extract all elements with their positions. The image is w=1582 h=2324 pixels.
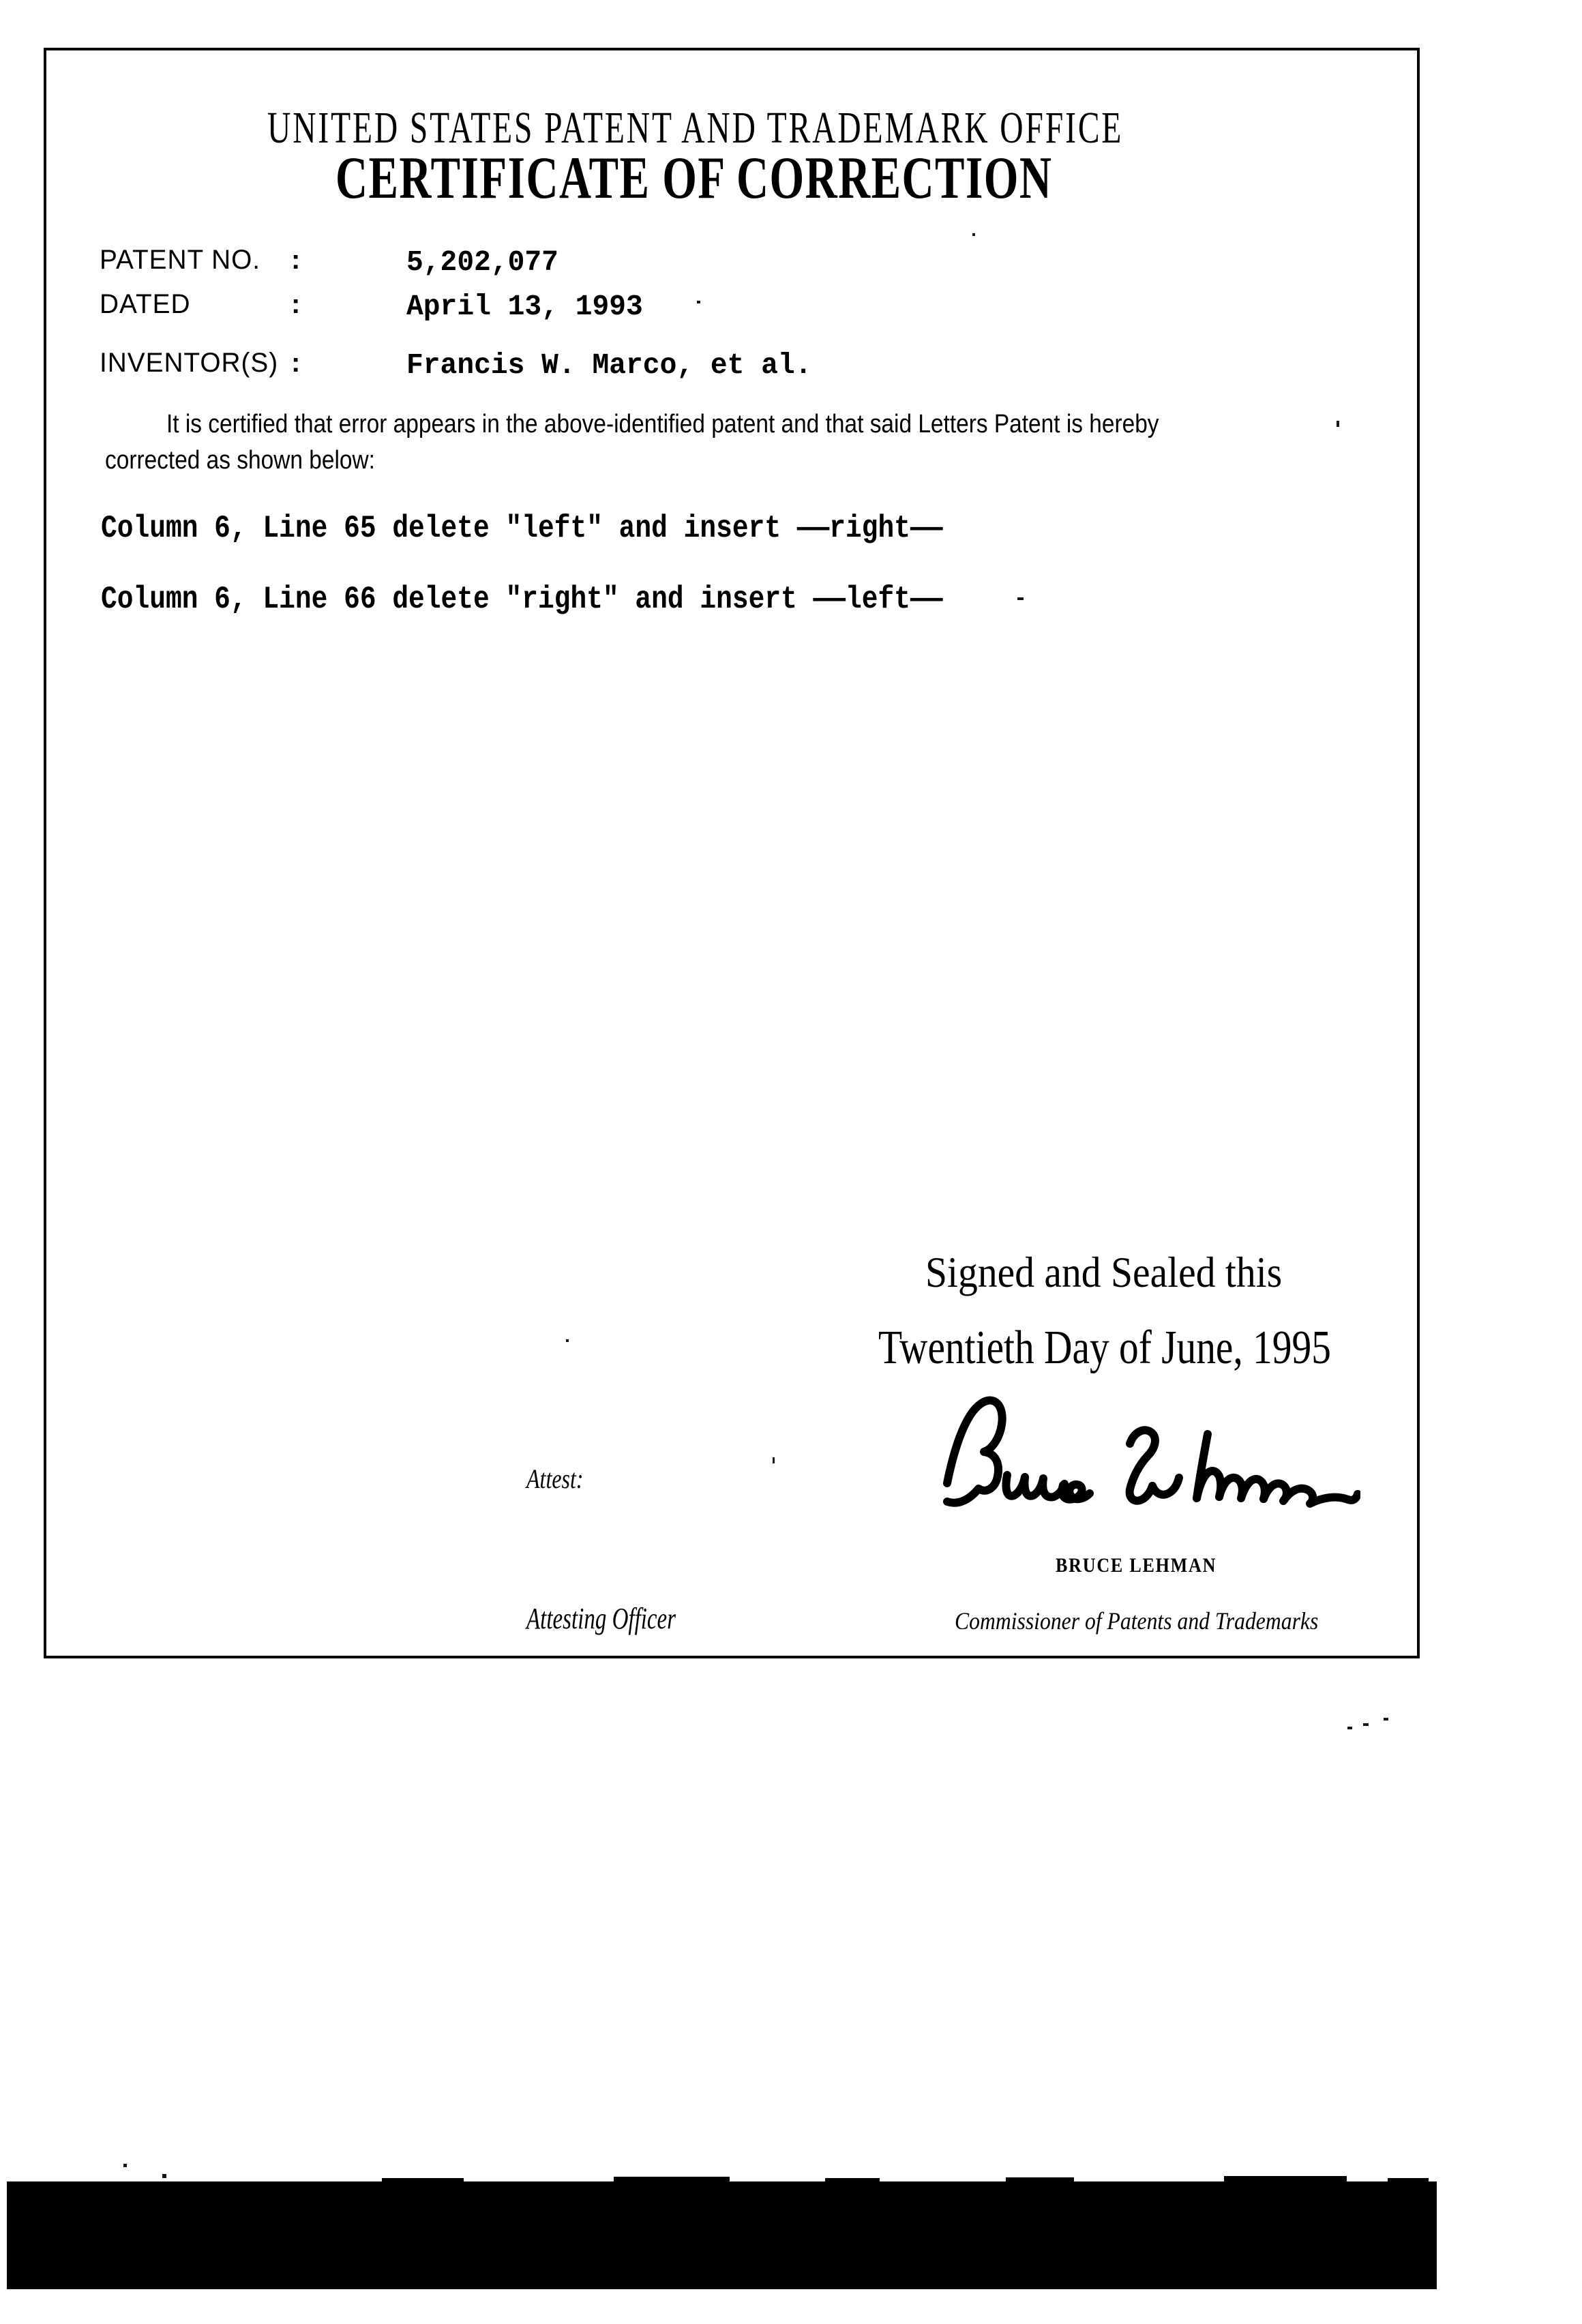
patent-no-value: 5,202,077	[406, 245, 558, 279]
inventors-colon: :	[291, 348, 301, 378]
scan-speck	[1337, 421, 1339, 427]
inventors-label: INVENTOR(S)	[100, 348, 279, 378]
scan-speck	[566, 1339, 569, 1342]
scan-speck	[162, 2174, 166, 2178]
scan-noise	[382, 2178, 464, 2182]
certification-statement-line2: corrected as shown below:	[105, 446, 375, 475]
certificate-title: CERTIFICATE OF CORRECTION	[335, 145, 1053, 211]
scan-speck	[1363, 1723, 1369, 1726]
scan-speck	[1384, 1718, 1388, 1720]
dated-value: April 13, 1993	[406, 290, 643, 323]
attest-label: Attest:	[526, 1463, 584, 1494]
certification-statement-line1: It is certified that error appears in the above-identified patent and that said Letters Patent is hereby	[166, 410, 1159, 438]
scan-artifact-bar	[7, 2181, 1437, 2289]
signed-sealed-line: Signed and Sealed this	[925, 1248, 1283, 1296]
scan-speck	[773, 1457, 775, 1463]
inventors-value: Francis W. Marco, et al.	[406, 348, 812, 382]
correction-line-1: Column 6, Line 65 delete "left" and insert ——right——	[101, 511, 943, 546]
scan-noise	[1006, 2177, 1074, 2182]
scan-noise	[825, 2178, 880, 2182]
patent-no-colon: :	[291, 245, 301, 275]
patent-no-label: PATENT NO.	[100, 245, 261, 275]
scan-noise	[1388, 2178, 1429, 2182]
signed-date-line: Twentieth Day of June, 1995	[878, 1322, 1331, 1374]
office-name-heading: UNITED STATES PATENT AND TRADEMARK OFFICE	[267, 103, 1124, 153]
scan-noise	[1224, 2176, 1347, 2182]
commissioner-title: Commissioner of Patents and Trademarks	[955, 1607, 1319, 1635]
scan-noise	[614, 2177, 730, 2182]
attesting-officer-label: Attesting Officer	[526, 1602, 676, 1635]
scan-speck	[972, 233, 975, 236]
signer-name: BRUCE LEHMAN	[1056, 1554, 1217, 1577]
dated-label: DATED	[100, 289, 191, 319]
scan-speck	[1017, 597, 1024, 600]
signature-bruce-lehman-icon	[938, 1395, 1360, 1517]
correction-line-2: Column 6, Line 66 delete "right" and insert ——left——	[101, 582, 943, 617]
scan-speck	[1347, 1727, 1352, 1729]
dated-colon: :	[291, 289, 301, 319]
scan-speck	[697, 301, 700, 303]
scan-speck	[123, 2164, 127, 2167]
